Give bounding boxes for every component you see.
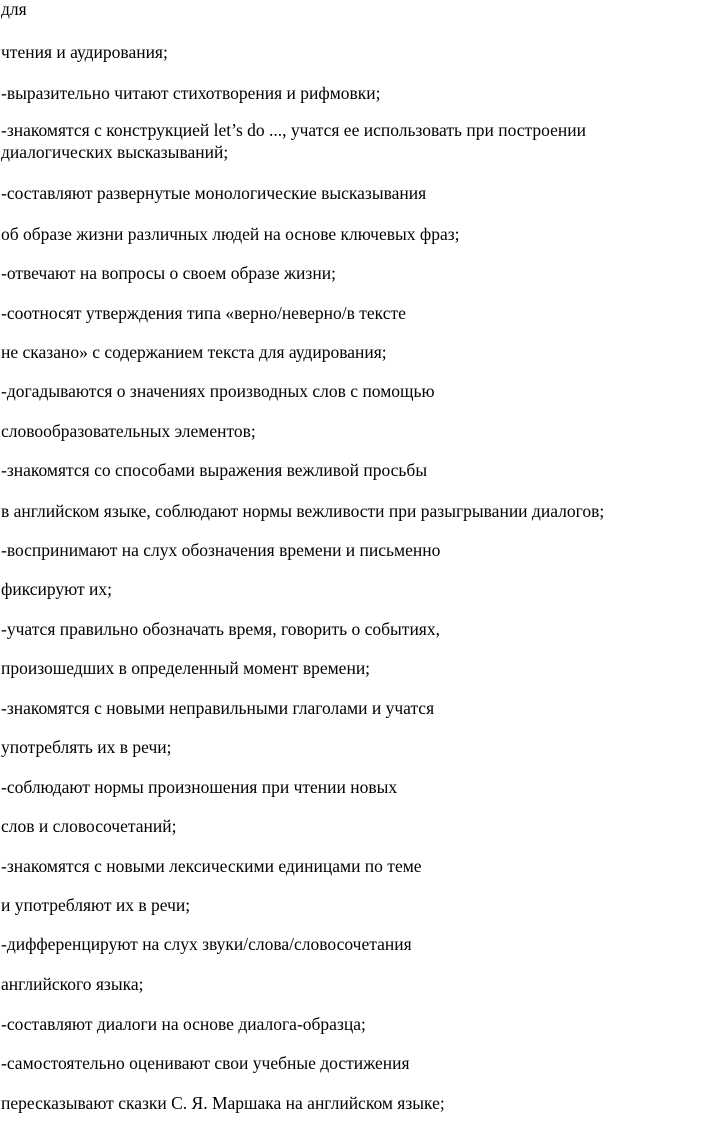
text-line: произошедших в определенный момент времени; <box>1 658 371 678</box>
text-line: в английском языке, соблюдают нормы вежливости при разыгрывании диалогов; <box>1 501 605 521</box>
text-line: -соблюдают нормы произношения при чтении новых <box>1 777 398 797</box>
text-line: для <box>1 0 27 19</box>
text-line: фиксируют их; <box>1 579 113 599</box>
text-line: -знакомятся с новыми неправильными глаголами и учатся <box>1 698 435 718</box>
text-line: об образе жизни различных людей на основе ключевых фраз; <box>1 224 460 244</box>
text-line: -составляют развернутые монологические высказывания <box>1 183 427 203</box>
text-line: -составляют диалоги на основе диалога-образца; <box>1 1014 366 1034</box>
text-line: -догадываются о значениях производных слов с помощью <box>1 381 435 401</box>
text-line: -самостоятельно оценивают свои учебные достижения <box>1 1053 410 1073</box>
text-line: пересказывают сказки С. Я. Маршака на английском языке; <box>1 1093 445 1113</box>
text-line: -знакомятся с новыми лексическими единицами по теме <box>1 856 422 876</box>
text-line: чтения и аудирования; <box>1 42 168 62</box>
text-line: -отвечают на вопросы о своем образе жизни; <box>1 263 336 283</box>
text-line: -знакомятся с конструкцией let’s do ..., учатся ее использовать при построении диалогических высказываний; <box>1 120 586 162</box>
text-line: -выразительно читают стихотворения и рифмовки; <box>1 83 381 103</box>
text-line: слов и словосочетаний; <box>1 816 177 836</box>
text-line: -соотносят утверждения типа «верно/неверно/в тексте <box>1 303 406 323</box>
text-line: употреблять их в речи; <box>1 737 172 757</box>
text-line: -учатся правильно обозначать время, говорить о событиях, <box>1 619 440 639</box>
text-line: словообразовательных элементов; <box>1 421 256 441</box>
text-line: -знакомятся со способами выражения вежливой просьбы <box>1 460 428 480</box>
text-line: -воспринимают на слух обозначения времени и письменно <box>1 540 441 560</box>
text-line: не сказано» с содержанием текста для аудирования; <box>1 342 387 362</box>
text-line: и употребляют их в речи; <box>1 895 191 915</box>
text-line: английского языка; <box>1 974 144 994</box>
text-line: -дифференцируют на слух звуки/слова/словосочетания <box>1 934 412 954</box>
